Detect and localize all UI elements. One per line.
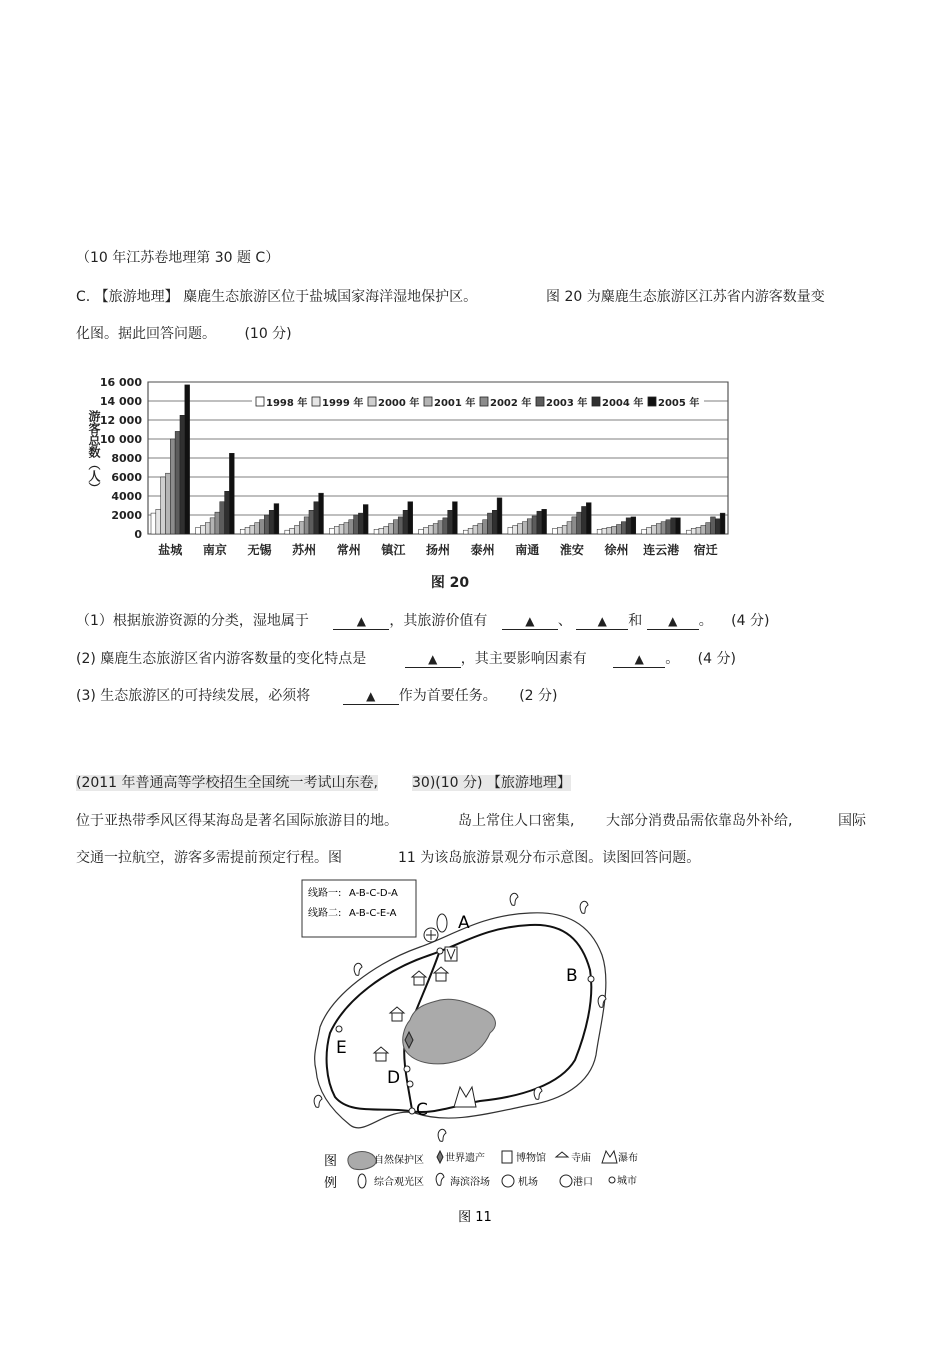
intro-line-1b: 图 20 为麋鹿生态旅游区江苏省内游客数量变 [546, 289, 825, 305]
bar [586, 503, 591, 534]
legend-entry: 1999 年 [322, 398, 364, 409]
bar [478, 524, 483, 534]
q2-text-a: (2) 麋鹿生态旅游区省内游客数量的变化特点是 [76, 651, 367, 667]
bar [285, 530, 290, 534]
q2-blank-1[interactable]: ▲ [405, 651, 461, 668]
legend-swatch [480, 397, 488, 406]
bar [389, 524, 394, 534]
x-tick-label: 镇江 [381, 543, 406, 557]
bar [299, 522, 304, 534]
legend-museum: 博物馆 [516, 1153, 546, 1164]
bar [196, 527, 201, 534]
bar [255, 523, 260, 534]
bar [527, 519, 532, 534]
bar [651, 525, 656, 534]
legend-swatch [256, 397, 264, 406]
legend-world-heritage: 世界遗产 [445, 1153, 485, 1164]
bar [424, 527, 429, 534]
legend-heritage-icon [437, 1151, 443, 1163]
bar [374, 529, 379, 534]
bar [642, 529, 647, 534]
bar [715, 519, 720, 534]
source-2-b: 30)(10 分) 【旅游地理】 [412, 775, 571, 791]
legend-nature-reserve: 自然保护区 [374, 1155, 424, 1166]
bar [626, 518, 631, 534]
bar [205, 523, 210, 534]
bar [384, 526, 389, 534]
q2-end: 。 [665, 651, 680, 667]
legend-port: 港口 [573, 1177, 593, 1188]
island-map-fig11 [290, 875, 650, 1235]
bar [314, 502, 319, 534]
bar [532, 516, 537, 534]
bar [497, 498, 502, 534]
y-tick-label: 0 [134, 528, 142, 541]
route2-value: A-B-C-E-A [349, 908, 397, 919]
bar [379, 528, 384, 534]
x-tick-label: 宿迁 [693, 543, 718, 557]
x-tick-label: 盐城 [158, 543, 183, 557]
x-tick-label: 苏州 [292, 543, 317, 557]
legend-entry: 2004 年 [602, 398, 644, 409]
intro-line-1a: C. 【旅游地理】 麋鹿生态旅游区位于盐城国家海洋湿地保护区。 [76, 289, 478, 305]
legend-entry: 1998 年 [266, 398, 308, 409]
y-tick-label: 6000 [111, 471, 142, 484]
q1-blank-2[interactable]: ▲ [502, 613, 558, 630]
q3-text-a: (3) 生态旅游区的可持续发展，必须将 [76, 688, 311, 704]
x-tick-label: 无锡 [247, 543, 272, 557]
legend-airport-icon [502, 1175, 514, 1187]
legend-beach: 海滨浴场 [450, 1177, 490, 1188]
q2-text-b: ，其主要影响因素有 [460, 651, 587, 667]
legend-entry: 2003 年 [546, 398, 588, 409]
bar [165, 473, 170, 534]
bar [537, 511, 542, 534]
bar [349, 520, 354, 534]
para-line-1c: 大部分消费品需依靠岛外补给, [606, 813, 793, 829]
legend-swatch [592, 397, 600, 406]
bar [200, 525, 205, 534]
bar [473, 525, 478, 534]
bar [612, 526, 617, 534]
legend-swatch [536, 397, 544, 406]
legend-waterfall: 瀑布 [618, 1153, 638, 1164]
legend-temple-icon [556, 1152, 568, 1157]
legend-port-icon [560, 1175, 572, 1187]
x-axis-labels [158, 542, 717, 557]
y-tick-label: 14 000 [99, 395, 142, 408]
chart-caption: 图 20 [430, 575, 470, 591]
intro-line-2-text: 化图。据此回答问题。 [76, 326, 216, 342]
bar [582, 506, 587, 534]
question-2 [76, 648, 736, 668]
bar [492, 510, 497, 534]
bar [691, 528, 696, 534]
legend-entry: 2002 年 [490, 398, 532, 409]
bar [720, 513, 725, 534]
bar [602, 528, 607, 534]
bar [522, 522, 527, 534]
legend-entry: 2000 年 [378, 398, 420, 409]
bar [542, 509, 547, 534]
route1-value: A-B-C-D-A [349, 888, 398, 899]
legend-swatch [648, 397, 656, 406]
bar [245, 527, 250, 534]
bar [513, 525, 518, 534]
legend-scenic-area: 综合观光区 [374, 1177, 424, 1188]
bar [666, 520, 671, 534]
q1-text-a: （1）根据旅游资源的分类，湿地属于 [76, 613, 309, 629]
bar [156, 509, 161, 534]
y-tick-label: 8000 [111, 452, 142, 465]
x-tick-label: 扬州 [425, 543, 451, 557]
bar [631, 517, 636, 534]
legend-entry: 2001 年 [434, 398, 476, 409]
legend-waterfall-icon [602, 1151, 617, 1163]
bar [701, 525, 706, 534]
q1-blank-1[interactable]: ▲ [333, 613, 389, 630]
q1-and: 和 [628, 613, 643, 629]
bar [686, 530, 691, 534]
bar [676, 518, 681, 534]
bar [250, 525, 255, 534]
para-line-1b: 岛上常住人口密集, [458, 813, 575, 829]
bar [329, 528, 334, 534]
q1-points: (4 分) [731, 613, 770, 629]
bar [567, 522, 572, 534]
bar [344, 523, 349, 534]
y-tick-label: 2000 [111, 509, 142, 522]
bar [225, 491, 230, 534]
x-tick-label: 南通 [515, 543, 540, 557]
bar [656, 524, 661, 534]
route2-label: 线路二: [308, 908, 342, 919]
bar [398, 517, 403, 534]
legend-swatch [424, 397, 432, 406]
bar [696, 527, 701, 534]
legend-swatch [312, 397, 320, 406]
bar [309, 510, 314, 534]
bar [215, 512, 220, 534]
bar [358, 513, 363, 534]
point-d-label: D [387, 1068, 401, 1088]
legend-entry: 2005 年 [658, 398, 700, 409]
bar [597, 529, 602, 534]
bar [240, 529, 245, 534]
bar [419, 529, 424, 534]
q3-blank-1[interactable]: ▲ [343, 688, 399, 705]
bar [616, 525, 621, 535]
y-tick-label: 12 000 [99, 414, 142, 427]
legend-title-2: 例 [324, 1176, 338, 1191]
bar [647, 527, 652, 534]
bar [468, 528, 473, 534]
question-3 [76, 685, 557, 705]
bar [161, 477, 166, 534]
bar [711, 517, 716, 534]
port-icon [437, 914, 447, 932]
bar [220, 502, 225, 534]
source-line-2 [76, 772, 571, 792]
legend-city-icon [609, 1177, 615, 1183]
legend-temple: 寺庙 [571, 1153, 591, 1164]
bar [448, 510, 453, 534]
bar [274, 504, 279, 534]
y-axis-ticks [100, 376, 142, 541]
bar [319, 493, 324, 534]
q1-text-b: ，其旅游价值有 [389, 613, 488, 629]
chart-legend [252, 394, 704, 410]
x-tick-label: 淮安 [559, 543, 584, 557]
q1-end: 。 [698, 613, 713, 629]
bar [518, 524, 523, 534]
bar [354, 515, 359, 534]
q2-blank-2[interactable]: ▲ [613, 651, 665, 668]
q3-points: (2 分) [519, 688, 558, 704]
bar [661, 522, 666, 534]
bar-chart-fig20 [80, 370, 740, 600]
intro-line-2 [76, 323, 292, 343]
bar [295, 525, 300, 534]
bar [433, 524, 438, 534]
bar [334, 526, 339, 534]
bar [363, 505, 368, 534]
q1-blank-4[interactable]: ▲ [647, 613, 699, 630]
bar [151, 513, 156, 534]
bar [403, 510, 408, 534]
bar [483, 520, 488, 534]
y-tick-label: 4000 [111, 490, 142, 503]
q1-sep: 、 [557, 613, 572, 629]
legend-beach-icon [436, 1173, 444, 1185]
map-caption: 图 11 [458, 1210, 492, 1225]
bar [553, 528, 558, 534]
bar [577, 512, 582, 534]
bar [260, 520, 265, 534]
bar [170, 439, 175, 534]
bar [393, 520, 398, 534]
bar [175, 431, 180, 534]
bar [508, 527, 513, 534]
bar [621, 522, 626, 534]
bar [428, 525, 433, 534]
bar [180, 415, 185, 534]
q2-points: (4 分) [697, 651, 736, 667]
legend-swatch [368, 397, 376, 406]
bar [487, 513, 492, 534]
bar [671, 518, 676, 534]
bar [452, 502, 457, 534]
x-tick-label: 连云港 [643, 543, 680, 557]
bar [304, 517, 309, 534]
q3-text-b: 作为首要任务。 [398, 688, 497, 704]
x-tick-label: 常州 [336, 543, 361, 557]
legend-airport: 机场 [518, 1177, 538, 1188]
para-line-2b: 11 为该岛旅游景观分布示意图。读图回答问题。 [398, 850, 701, 866]
para-line-1d: 国际 [838, 813, 866, 829]
bar [438, 521, 443, 534]
bar [229, 453, 234, 534]
bar [185, 385, 190, 534]
x-tick-label: 泰州 [470, 543, 495, 557]
x-tick-label: 南京 [202, 543, 227, 557]
bar [269, 510, 274, 534]
para-line-2a: 交通一拉航空，游客多需提前预定行程。图 [76, 850, 342, 866]
legend-city: 城市 [617, 1176, 637, 1187]
bar [463, 530, 468, 534]
bar [290, 528, 295, 534]
bar [210, 518, 215, 534]
bar [339, 525, 344, 535]
bar [264, 515, 269, 534]
source-line-1: （10 年江苏卷地理第 30 题 C） [76, 250, 280, 266]
question-1 [76, 610, 769, 630]
point-b-label: B [566, 966, 578, 986]
bar [408, 502, 413, 534]
legend-museum-icon [502, 1151, 512, 1163]
bar [706, 523, 711, 534]
bar [562, 525, 567, 534]
y-axis-label: 游客总数（人） [87, 410, 101, 494]
point-c-label: C [416, 1100, 428, 1120]
bar [557, 527, 562, 534]
bar [607, 527, 612, 534]
source-2-a: (2011 年普通高等学校招生全国统一考试山东卷, [76, 775, 378, 791]
para-line-1a: 位于亚热带季风区得某海岛是著名国际旅游目的地。 [76, 813, 398, 829]
point-a-label: A [458, 913, 470, 933]
q1-blank-3[interactable]: ▲ [576, 613, 628, 630]
x-tick-label: 徐州 [604, 543, 629, 557]
y-tick-label: 10 000 [99, 433, 142, 446]
route1-label: 线路一: [308, 888, 342, 899]
intro-points: (10 分) [244, 326, 292, 342]
legend-reserve-icon [348, 1152, 376, 1170]
point-e-label: E [336, 1038, 347, 1058]
bar [443, 518, 448, 534]
bar [572, 517, 577, 534]
y-tick-label: 16 000 [99, 376, 142, 389]
legend-title-1: 图 [324, 1154, 338, 1169]
legend-scenic-icon [358, 1174, 366, 1188]
